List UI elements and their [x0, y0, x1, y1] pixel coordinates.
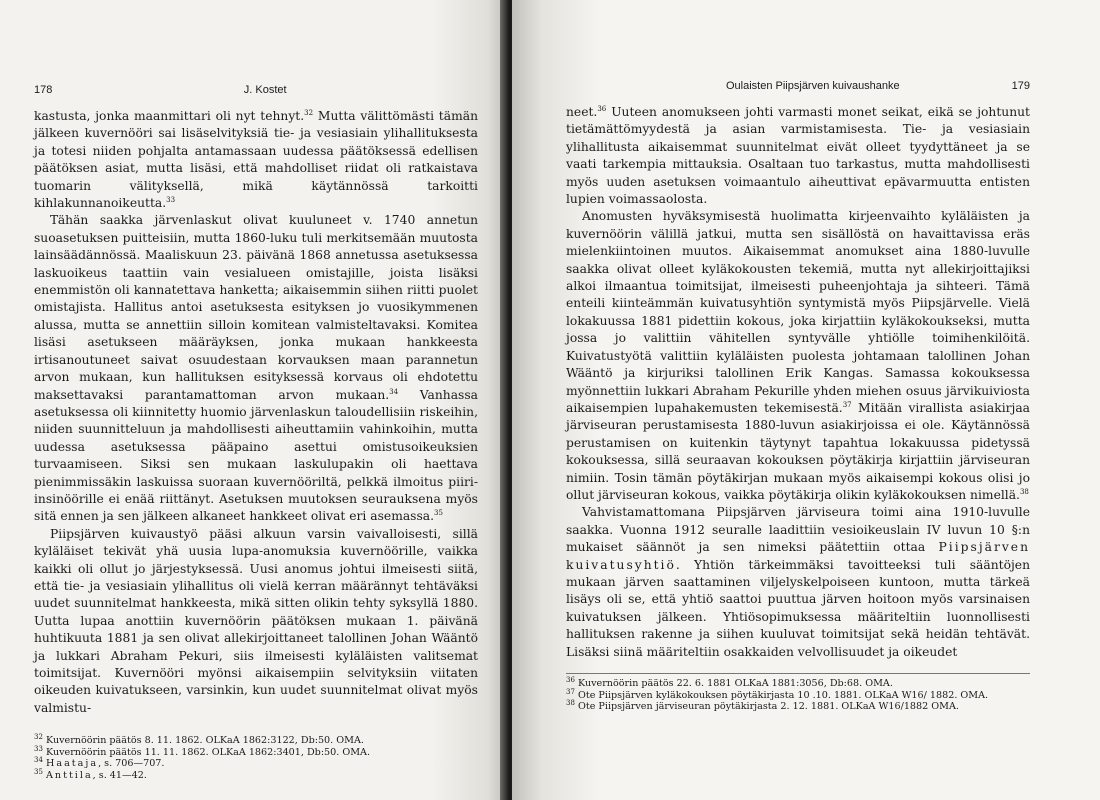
paragraph: kastusta, jonka maanmittari oli nyt tehnyt.$^{32}$ Mutta välittömästi tämän jälkeen kuvernööri sai lisäselvityksiä tie- ja vesiasiain ylihallituksesta ja totesi niiden pohjalta antamassaan uudessa päätöksessä edellisen päätöksen asiat, mutta lisäsi, että mahdolliset riidat oli ratkaistava tuomarin välityksellä, mikä käytännössä tarkoitti kihlakunnanoikeutta.$^{33}$: [34, 108, 478, 211]
running-head-author: J. Kostet: [243, 84, 287, 96]
page-number-left: 178: [34, 84, 53, 96]
right-body-text: [566, 104, 1030, 661]
paragraph: Piipsjärven kuivaustyö pääsi alkuun varsin vaivalloisesti, sillä kyläläiset tekivät yhä uusia lupa-anomuksia kuvernöörille, vaikka kaikki oli ollut jo järjestyksessä. Uusi anomus johtui ilmeisesti siitä, että tie- ja vesiasiain ylihallitus oli vielä kerran määrännyt tehtäväksi uudet suunnitelmat hankkeesta, mikä sitten olikin tehty syksyllä 1880. Uutta lupaa anottiin kuvernöörin päätöksen mukaan 1. päivänä huhtikuuta 1881 ja sen olivat allekirjoittaneet talollinen Johan Wääntö ja lukkari Abraham Pekuri, siis ilmeisesti kyläläisten valitsemat toimitsijat. Kuvernööri myönsi aikaisempiin selvityksiin viitaten oikeuden kuivatukseen, varsinkin, kun uudet suunnitelmat olivat myös valmistu-: [34, 526, 478, 715]
left-body-text: [34, 108, 478, 717]
paragraph: neet.$^{36}$ Uuteen anomukseen johti varmasti monet seikat, eikä se johtunut tietämättömyydestä ja asian varmistamisesta. Tie- ja vesiasiain ylihallitusta aikaisemmat suunnitelmat eivät olleet tyydyttäneet ja se vaati tarkempia mittauksia. Osaltaan tuo tarkastus, mutta mahdollisesti myös uuden asetuksen voimaantulo aiheuttivat epävarmuutta entisten lupien voimassaolosta.: [566, 104, 1030, 207]
right-page: [512, 0, 1100, 800]
paragraph: Vahvistamattomana Piipsjärven järviseura toimi aina 1910-luvulle saakka. Vuonna 1912 seuralle laadittiin vesioikeuslain IV luvun 10 §:n mukaiset säännöt ja sen nimeksi päätettiin ottaa Piipsjärven kuivatusyhtiö. Yhtiön tärkeimmäksi tavoitteeksi tuli sääntöjen mukaan järven saattaminen viljelyskelpoiseen kuntoon, mutta tärkeä lisäys oli se, että yhtiö saattoi puuttua järven hoitoon myös varsinaisen kuivatuksen jälkeen. Yhtiösopimuksessa määriteltiin luonnollisesti hallituksen rakenne ja siihen kuuluvat toimitsijat sekä heidän tehtävät. Lisäksi siinä määriteltiin osakkaiden velvollisuudet ja oikeudet: [566, 505, 1030, 659]
footnote: $^{33}$ Kuvernöörin päätös 11. 11. 1862. OLKaA 1862:3401, Db:50. OMA.: [34, 744, 371, 758]
left-footnotes: [34, 735, 478, 781]
footnote-ref[interactable]: 34: [389, 387, 399, 396]
footnote-ref[interactable]: 38: [1019, 487, 1029, 496]
page-number-right: 179: [1011, 80, 1030, 92]
right-running-head: [566, 80, 1030, 92]
footnote-ref[interactable]: 32: [304, 108, 314, 117]
running-head-title: Oulaisten Piipsjärven kuivaushanke: [726, 80, 900, 92]
paragraph: Anomusten hyväksymisestä huolimatta kirjeenvaihto kyläläisten ja kuvernöörin välillä jatkui, mutta sen sisällöstä on havaittavissa eräs mielenkiintoinen muutos. Aikaisemmat anomukset aina 1880-luvulle saakka olivat olleet kyläkokousten tekemiä, mutta nyt allekirjoittajiksi alkoi ilmaantua toimitsijat, ilmeisesti puheenjohtaja ja sihteeri. Tämä enteili kiinteämmän kuivatusyhtiön syntymistä myös Piipsjärvelle. Vielä lokakuussa 1881 pidettiin kokous, joka kirjattiin kyläkokoukseksi, mutta jossa jo valittiin vähitellen syntyvälle yhtiölle toimihenkilöitä. Kuivatustyötä valittiin kyläläisten puolesta johtamaan talollinen Johan Wääntö ja kirjuriksi talollinen Erik Kangas. Samassa kokouksessa myönnettiin lukkari Abraham Pekurille yhden miehen osuus järvikuiviosta aikaisempien lupahakemusten tekemisestä.$^{37}$ Mitään virallista asiakirjaa järviseuran perustamisesta 1880-luvun asiakirjoissa ei ole. Käytännössä perustamisen on kuitenkin täytynyt tapahtua lokakuussa pidetyssä kokouksessa, sillä seuraavan kokouksen pöytäkirja kirjattiin järviseuran nimiin. Tosin tämän pöytäkirjan mukaan myös aikaisempi kokous olisi jo ollut järviseuran kokous, vaikka pöytäkirja olikin kyläkokouksen nimellä.$^{38}$: [566, 209, 1031, 502]
left-page: [0, 0, 508, 800]
left-running-head: [34, 84, 478, 96]
footnote: $^{38}$ Ote Piipsjärven järviseuran pöytäkirjasta 2. 12. 1881. OLKaA W16/1882 OMA.: [566, 699, 959, 713]
footnote: $^{36}$ Kuvernöörin päätös 22. 6. 1881 OLKaA 1881:3056, Db:68. OMA.: [566, 675, 893, 689]
footnote: $^{35}$ Anttila, s. 41—42.: [34, 767, 147, 781]
footnote: $^{34}$ Haataja, s. 706—707.: [34, 756, 165, 770]
footnote-ref[interactable]: 37: [842, 400, 852, 409]
footnote-ref[interactable]: 35: [434, 509, 443, 518]
paragraph: Tähän saakka järvenlaskut olivat kuuluneet v. 1740 annetun suoasetuksen puitteisiin, mutta 1860-luku tuli merkitsemään muutosta lainsäädännössä. Maaliskuun 23. päivänä 1868 annetussa asetuksessa laskuoikeus taattiin vain vesialueen omistajille, joista lisäksi enemmistön oli kannatettava hanketta; aikaisemmin siihen riitti puolet omistajista. Hallitus antoi asetuksesta esityksen jo vuosikymmenen alussa, mutta se annettiin silloin komitean valmisteltavaksi. Komitea lisäsi asetukseen määräyksen, jonka mukaan hankkeesta irtisanoutuneet saivat osuudestaan korvauksen maan parannetun arvon mukaan, kun hallituksen esityksessä korvaus oli ehdotettu maksettavaksi parantamattoman arvon mukaan.$^{34}$ Vanhassa asetuksessa oli kiinnitetty huomio järvenlaskun taloudellisiin riskeihin, niiden suunnitteluun ja mahdollisesti aiheuttamiin vahinkoihin, mutta uudessa asetuksessa pääpaino asettui omistusoikeuksien turvaamiseen. Siksi sen mukaan laskulupakin oli haettava pienimmissäkin laskuissa suoraan kuvernööriltä, pelkkä ilmoitus piiri-insinöörille ei enää riittänyt. Asetuksen muutoksen seurauksena myös sitä ennen ja sen jälkeen alkaneet hankkeet olivat eri asemassa.$^{35}$: [34, 213, 478, 524]
right-footnotes: [566, 673, 1030, 713]
footnote-ref[interactable]: 33: [166, 195, 176, 204]
footnote: $^{32}$ Kuvernöörin päätös 8. 11. 1862. OLKaA 1862:3122, Db:50. OMA.: [34, 733, 364, 747]
footnote: $^{37}$ Ote Piipsjärven kyläkokouksen pöytäkirjasta 10 .10. 1881. OLKaA W16/ 1882. OMA.: [566, 687, 989, 701]
footnote-ref[interactable]: 36: [597, 104, 607, 113]
